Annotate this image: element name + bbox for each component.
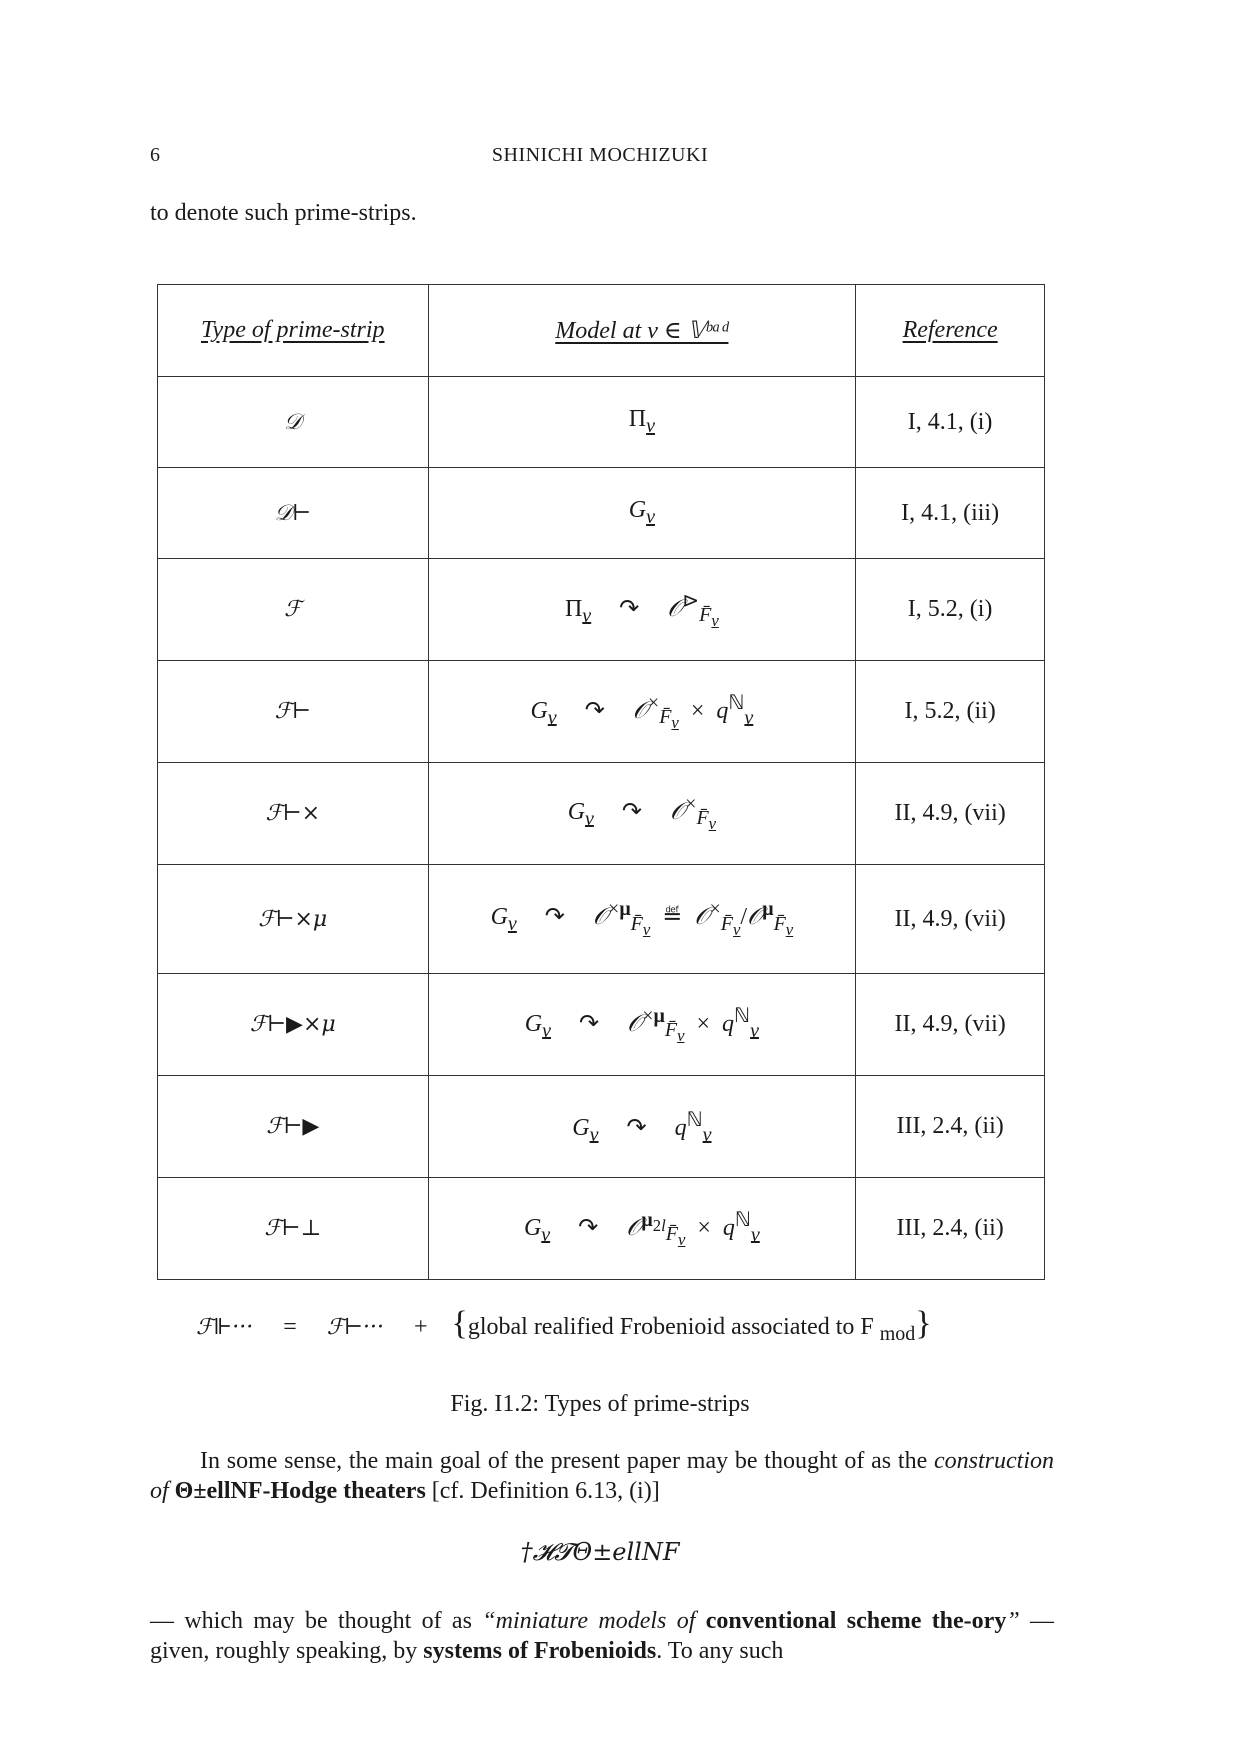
reference-cell: III, 2.4, (ii) (856, 1178, 1045, 1280)
prime-strip-table (157, 284, 1045, 1280)
table-row (158, 559, 1045, 661)
hodge-theater-display: †𝓗𝓣Θ±ellNF (520, 1538, 680, 1566)
reference-cell: II, 4.9, (vii) (856, 763, 1045, 865)
model-cell: $G_v$ ↷ 𝒪$^{\times\mu}_{F̄_v}$ ≝ 𝒪×$_{F̄_v}$/𝒪$^\mu_{F̄_v}$ (428, 865, 856, 974)
table-row (158, 661, 1045, 763)
frobenioid-formula: ℱ⊩··· = ℱ⊢··· + {global realified Frobenioid associated to F $_{mod}$} (196, 1305, 932, 1345)
model-cell: $G_v$ (428, 468, 856, 559)
type-symbol: ℱ (284, 597, 302, 622)
type-symbol: 𝒟⊢ (274, 500, 311, 526)
intro-text: to denote such prime-strips. (150, 200, 417, 226)
table-row (158, 468, 1045, 559)
formula-lhs: ℱ⊩··· (196, 1315, 254, 1340)
table-row (158, 1178, 1045, 1280)
type-symbol: ℱ⊢×μ (258, 906, 328, 932)
paragraph-scheme-theory: — which may be thought of as “miniature models of conventional scheme the-ory” — given, roughly speaking, by systems of Frobenioids. To any such (150, 1608, 1055, 1664)
reference-cell: I, 5.2, (ii) (856, 661, 1045, 763)
table-row (158, 377, 1045, 468)
type-symbol: ℱ⊢ (274, 699, 311, 724)
type-symbol: ℱ⊢× (265, 801, 321, 826)
model-cell: $G_v$ ↷ 𝒪×$_{F̄_v}$ × $q^ℕ_v$ (428, 661, 856, 763)
reference-cell: III, 2.4, (ii) (856, 1076, 1045, 1178)
figure-caption: Fig. I1.2: Types of prime-strips (450, 1391, 750, 1417)
formula-plus: + (413, 1314, 428, 1340)
reference-cell: I, 4.1, (i) (856, 377, 1045, 468)
paragraph-main-goal: In some sense, the main goal of the present paper may be thought of as the construction of Θ±ellNF-Hodge theaters [cf. Definition 6.13, (i)] (150, 1448, 1054, 1504)
reference-cell: I, 5.2, (i) (856, 559, 1045, 661)
table-row (158, 763, 1045, 865)
model-cell: $G_v$ ↷ 𝒪$^{\times\mu}_{F̄_v}$ × $q^ℕ_v$ (428, 974, 856, 1076)
model-cell: $G_v$ ↷ 𝒪$^{\mu_{2l}}_{F̄_v}$ × $q^ℕ_v$ (428, 1178, 856, 1280)
header-type: Type of prime-strip (158, 285, 429, 377)
model-cell: $\Pi_v$ ↷ 𝒪⊳$_{F̄_v}$ (428, 559, 856, 661)
formula-rhs: ℱ⊢··· (326, 1315, 384, 1340)
reference-cell: I, 4.1, (iii) (856, 468, 1045, 559)
formula-equals: = (283, 1314, 297, 1340)
model-cell: $G_v$ ↷ $q^ℕ_v$ (428, 1076, 856, 1178)
type-symbol: ℱ⊢▶×μ (249, 1012, 336, 1037)
model-cell: $\Pi_v$ (428, 377, 856, 468)
table-row (158, 1076, 1045, 1178)
header-reference: Reference (856, 285, 1045, 377)
table-row (158, 865, 1045, 974)
formula-brace-text: global realified Frobenioid associated to F (467, 1314, 874, 1340)
type-symbol: 𝒟 (283, 409, 302, 435)
reference-cell: II, 4.9, (vii) (856, 974, 1045, 1076)
formula-brace-sub: mod (879, 1322, 916, 1345)
table-row (158, 974, 1045, 1076)
page-number: 6 (150, 144, 160, 166)
type-symbol: ℱ⊢⊥ (264, 1216, 322, 1241)
running-title: SHINICHI MOCHIZUKI (491, 144, 709, 166)
header-model: Model at v ∈ 𝕍ᵇᵃᵈ (428, 285, 856, 377)
model-cell: $G_v$ ↷ 𝒪×$_{F̄_v}$ (428, 763, 856, 865)
type-symbol: ℱ⊢▶ (266, 1114, 320, 1139)
reference-cell: II, 4.9, (vii) (856, 865, 1045, 974)
table-header-row (158, 285, 1045, 377)
